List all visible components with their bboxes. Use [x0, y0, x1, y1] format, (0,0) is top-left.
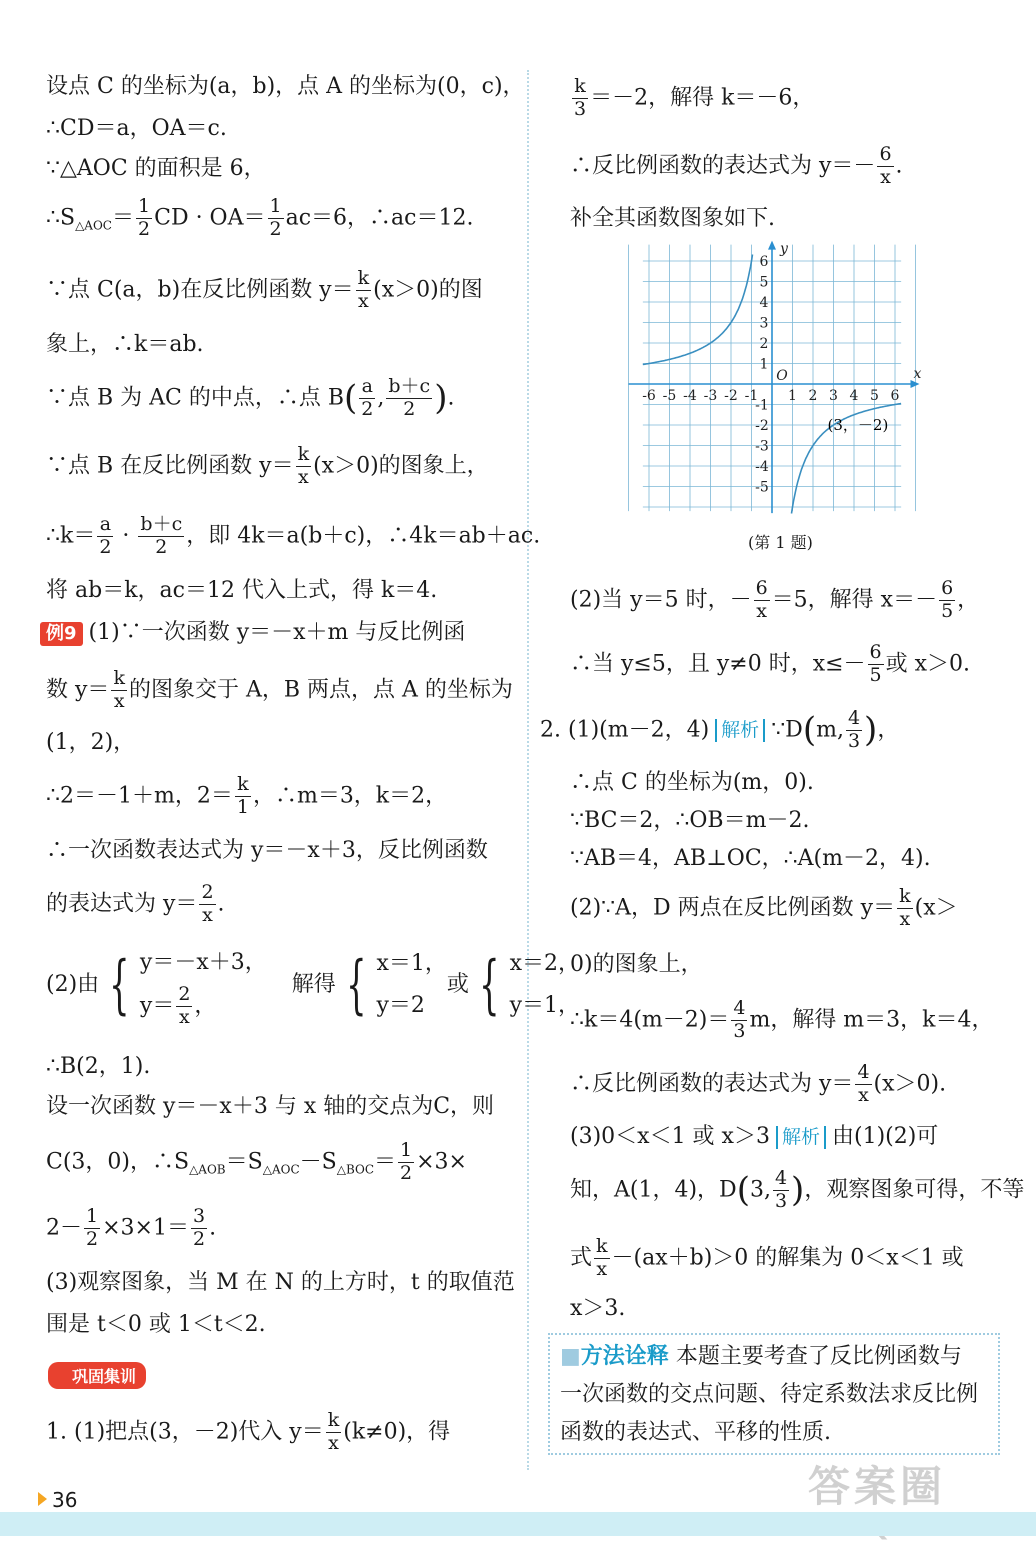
y-tick-label: -3: [755, 438, 769, 455]
y-axis-label: y: [780, 240, 788, 257]
analysis-tag: 解析: [715, 719, 765, 742]
y-tick-label: 2: [759, 336, 769, 352]
y-axis-arrow-icon: [768, 241, 776, 250]
x-tick-label: 1: [788, 388, 797, 404]
y-tick-label: 1: [759, 356, 769, 373]
y-tick-label: -2: [755, 418, 769, 434]
text-line: 将 ab＝k，ac＝12 代入上式，得 k＝4.: [46, 578, 438, 603]
y-tick-label: -4: [755, 459, 769, 475]
text-line: 数 y＝ $\frac{k}{x}$ 的图象交于 A，B 两点，点 A 的坐标为: [46, 667, 513, 712]
figure-caption: (第 1 题): [748, 533, 813, 552]
text-line: (1，2)，: [46, 730, 136, 755]
text-line: 式 $\frac{k}{x}$ －(ax＋b)＞0 的解集为 0＜x＜1 或: [570, 1235, 964, 1280]
text-line: ∴反比例函数的表达式为 y＝－ $\frac{6}{x}$ .: [570, 143, 903, 188]
origin-label: O: [776, 368, 788, 384]
x-tick-label: -6: [642, 388, 656, 404]
text-line: 补全其函数图象如下.: [570, 206, 775, 231]
x-tick-label: 2: [808, 388, 818, 404]
y-tick-label: -5: [755, 479, 769, 496]
text-line: ∴CD＝a，OA＝c.: [46, 116, 227, 141]
method-note-line: 函数的表达式、平移的性质.: [560, 1420, 831, 1445]
x-tick-label: 6: [890, 388, 900, 404]
text-line: ∵点 C(a，b)在反比例函数 y＝ $\frac{k}{x}$ (x＞0)的图: [46, 267, 483, 312]
text-line: 2. (1)(m－2，4) 解析 ∵D(m, $\frac{4}{3}$ )，: [540, 707, 900, 752]
x-tick-label: 5: [870, 388, 879, 404]
text-line: ∴k＝ $\frac{a}{2}$ · $\frac{b+c}{2}$ ，即 4k＝a(b＋c)，∴4k＝ab＋ac.: [46, 513, 541, 558]
text-line: 设点 C 的坐标为(a，b)，点 A 的坐标为(0，c)，: [46, 74, 525, 99]
text-line: 2－ $\frac{1}{2}$ ×3×1＝ $\frac{3}{2}$ .: [46, 1205, 217, 1250]
x-tick-label: 3: [829, 388, 838, 404]
hyperbola-branch-left: [643, 255, 753, 365]
watermark: 答案圈: [808, 1462, 947, 1511]
text-line: ∵AB＝4，AB⊥OC，∴A(m－2，4).: [570, 846, 931, 871]
page-marker-icon: [38, 1492, 47, 1506]
text-line: ∵BC＝2，∴OB＝m－2.: [570, 808, 810, 833]
example-badge: 例9: [40, 622, 83, 646]
column-divider: [527, 70, 529, 1470]
text-line: 设一次函数 y＝－x＋3 与 x 轴的交点为C，则: [46, 1094, 495, 1119]
text-line: ∴2＝－1＋m，2＝ $\frac{k}{1}$ ，∴m＝3，k＝2，: [46, 773, 448, 818]
y-tick-label: 4: [759, 295, 769, 311]
text-line: ∴B(2，1).: [46, 1054, 151, 1079]
text-line: $\frac{k}{3}$ ＝－2，解得 k＝－6，: [574, 75, 815, 120]
text-line: ∴一次函数表达式为 y＝－x＋3，反比例函数: [46, 838, 488, 863]
text-line: $\therefore S_{\triangle AOC}=$ $\frac{1}{2}$ CD · OA＝ $\frac{1}{2}$ ac＝6，∴ac＝12.: [46, 195, 474, 240]
method-note-line: 一次函数的交点问题、待定系数法求反比例: [560, 1382, 979, 1407]
practice-badge: 巩固集训: [48, 1362, 146, 1389]
y-tick-label: 6: [759, 254, 769, 270]
text-line: ∴点 C 的坐标为(m，0).: [570, 770, 814, 795]
y-tick-label: -1: [755, 397, 769, 414]
text-line: 围是 t＜0 或 1＜t＜2.: [46, 1312, 266, 1337]
method-note-line: ■方法诠释 本题主要考查了反比例函数与: [560, 1344, 962, 1369]
text-line: ∵△AOC 的面积是 6，: [46, 156, 266, 181]
x-tick-label: -5: [662, 388, 677, 404]
text-line: 象上，∴k＝ab.: [46, 332, 204, 357]
text-line: 知，A(1，4)，D(3, $\frac{4}{3}$ )，观察图象可得，不等: [570, 1167, 1025, 1212]
x-tick-label: -4: [683, 388, 697, 404]
y-tick-label: 3: [759, 315, 769, 332]
text-line: C(3，0)，$\therefore S_{\triangle AOB}=S_{\triangle AOC}-S_{\triangle BOC}=$ $\frac{1}{2}$ ×3×: [46, 1139, 467, 1184]
text-line: 的表达式为 y＝ $\frac{2}{x}$ .: [46, 881, 225, 926]
text-line: (2)∵A，D 两点在反比例函数 y＝ $\frac{k}{x}$ (x＞: [570, 885, 958, 930]
x-axis-label: x: [913, 366, 922, 382]
text-line: ∵点 B 在反比例函数 y＝ $\frac{k}{x}$ (x＞0)的图象上，: [46, 443, 489, 488]
text-line: ∴k＝4(m－2)＝ $\frac{4}{3}$ m，解得 m＝3，k＝4，: [570, 997, 994, 1042]
equation-system-line: (2)由 { y＝－x＋3， y＝ $\frac{2}{x}$ ， 解得 { x＝1， y＝2或 { x＝2， y＝1，: [46, 948, 581, 1028]
text-line: ∴反比例函数的表达式为 y＝ $\frac{4}{x}$ (x＞0).: [570, 1061, 947, 1106]
text-line: 1. (1)把点(3，－2)代入 y＝ $\frac{k}{x}$ (k≠0)，得: [46, 1409, 451, 1454]
text-line: (3)观察图象，当 M 在 N 的上方时，t 的取值范: [46, 1270, 515, 1295]
text-line: 0)的图象上，: [570, 952, 703, 977]
y-tick-label: 5: [759, 274, 769, 291]
bottom-band: [0, 1512, 1036, 1536]
text-line: ∴当 y≤5，且 y≠0 时，x≤－ $\frac{6}{5}$ 或 x＞0.: [570, 641, 971, 686]
method-label: 方法诠释: [580, 1344, 669, 1369]
function-graph: [642, 240, 930, 524]
x-tick-label: -1: [744, 388, 759, 404]
text-line: ∵点 B 为 AC 的中点，∴点 B( $\frac{a}{2}$ , $\frac{b+c}{2}$ ).: [46, 375, 455, 420]
page-number: 36: [52, 1488, 78, 1512]
text-line: (2)当 y＝5 时，－ $\frac{6}{x}$ ＝5，解得 x＝－ $\frac{6}{5}$ ，: [570, 577, 980, 622]
x-tick-label: -2: [724, 388, 738, 404]
point-label: (3，－2): [827, 416, 889, 434]
analysis-tag: 解析: [776, 1126, 826, 1149]
text-line: (3)0＜x＜1 或 x＞3 解析 由(1)(2)可: [570, 1124, 939, 1149]
x-tick-label: -3: [703, 388, 718, 404]
text-line: 例9 (1)∵一次函数 y＝－x＋m 与反比例函: [40, 620, 465, 646]
text-line: x＞3.: [570, 1296, 626, 1321]
x-tick-label: 4: [849, 388, 859, 404]
